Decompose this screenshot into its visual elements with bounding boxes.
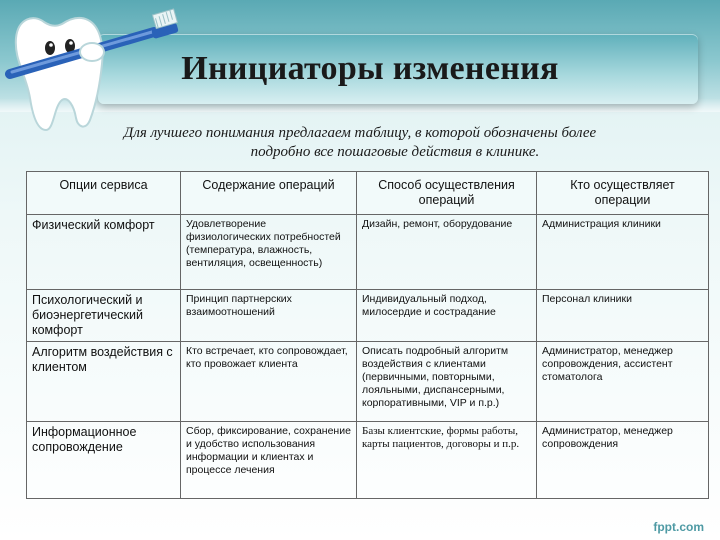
- table-row: [27, 422, 709, 499]
- table-cell-option: Алгоритм воздействия с клиентом: [27, 342, 181, 422]
- table-cell-method: Описать подробный алгоритм воздействия с клиентами (первичными, повторными, лояльными, диспансерными, корпоративными, VIP и п.р.): [357, 342, 537, 422]
- subtitle-line-1: Для лучшего понимания предлагаем таблицу, в которой обозначены более: [123, 125, 597, 141]
- subtitle: [60, 124, 660, 162]
- table-cell-content: Удовлетворение физиологических потребностей (температура, влажность, вентиляция, освещенность): [181, 215, 357, 290]
- table-cell-who: Администрация клиники: [537, 215, 709, 290]
- table-row: [27, 215, 709, 290]
- column-header: Кто осуществляет операции: [537, 172, 709, 215]
- table-row: [27, 342, 709, 422]
- table-row: [27, 290, 709, 342]
- service-operations-table: [26, 171, 709, 499]
- page-title: Инициаторы изменения: [181, 50, 559, 87]
- table-cell-option: Физический комфорт: [27, 215, 181, 290]
- table-header-row: [27, 172, 709, 215]
- column-header: Способ осуществления операций: [357, 172, 537, 215]
- table-cell-method: Дизайн, ремонт, оборудование: [357, 215, 537, 290]
- table-cell-option: Психологический и биоэнергетический комфорт: [27, 290, 181, 342]
- column-header: Содержание операций: [181, 172, 357, 215]
- table-cell-content: Кто встречает, кто сопровождает, кто провожает клиента: [181, 342, 357, 422]
- table-cell-content: Сбор, фиксирование, сохранение и удобство использования информации и клиентах и процессе лечения: [181, 422, 357, 499]
- column-header: Опции сервиса: [27, 172, 181, 215]
- table-cell-who: Администратор, менеджер сопровождения: [537, 422, 709, 499]
- table-cell-method: Базы клиентские, формы работы, карты пациентов, договоры и п.р.: [357, 422, 537, 499]
- table-cell-who: Администратор, менеджер сопровождения, ассистент стоматолога: [537, 342, 709, 422]
- table-cell-who: Персонал клиники: [537, 290, 709, 342]
- subtitle-line-2: подробно все пошаговые действия в клинике.: [250, 144, 540, 160]
- table-cell-option: Информационное сопровождение: [27, 422, 181, 499]
- footer-logo: fppt.com: [653, 520, 704, 534]
- table-cell-method: Индивидуальный подход, милосердие и сострадание: [357, 290, 537, 342]
- table-cell-content: Принцип партнерских взаимоотношений: [181, 290, 357, 342]
